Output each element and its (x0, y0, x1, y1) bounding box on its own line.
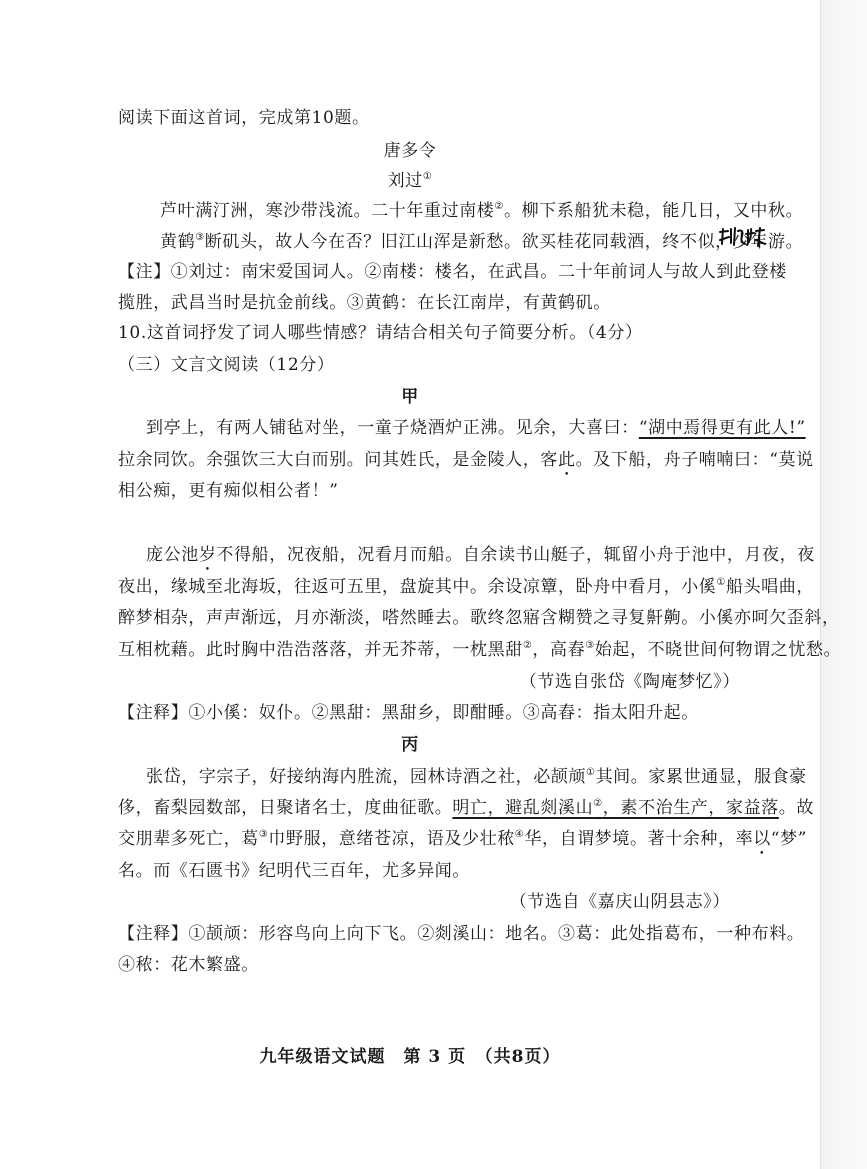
passage-bing-notes-2: ④秾：花木繁盛。 (118, 955, 259, 975)
poem-title: 唐多令 (383, 141, 437, 161)
passage-jia-line-1: 到亭上，有两人铺毡对坐，一童子烧酒炉正沸。见余，大喜曰：“湖中焉得更有此人!” (146, 418, 806, 438)
poem-author: 刘过① (387, 171, 433, 191)
passage-yi-line-4: 互相枕藉。此时胸中浩浩落落，并无芥蒂，一枕黑甜②，高舂③始起，不晓世间何物谓之忧愁。 (118, 640, 842, 660)
page-footer: 九年级语文试题 第 3 页 （共8页） (259, 1047, 561, 1067)
page-edge-shadow (820, 0, 867, 1169)
passage-bing-line-3: 交朋辈多死亡，葛③巾野服，意绪苍凉，语及少壮秾④华，自谓梦境。著十余种，率以“梦” (118, 829, 807, 849)
reading-instruction: 阅读下面这首词，完成第10题。 (118, 108, 370, 128)
poem-note-2: 揽胜，武昌当时是抗金前线。③黄鹤：在长江南岸，有黄鹤矶。 (118, 293, 611, 313)
passage-bing-line-1: 张岱，字宗子，好接纳海内胜流，园林诗酒之社，必颉颃①其间。家累世通显，服食豪 (146, 767, 807, 787)
passage-jia-heading: 甲 (401, 387, 419, 407)
poem-line-2: 黄鹤③断矶头，故人今在否？旧江山浑是新愁。欲买桂花同载酒，终不似，少年游。 (160, 232, 804, 252)
passage-yi-line-3: 醉梦相杂，声声渐远，月亦渐淡，嗒然睡去。歌终忽寤含糊赞之寻复鼾齁。小傒亦呵欠歪斜， (118, 608, 840, 628)
poem-line-1: 芦叶满汀洲，寒沙带浅流。二十年重过南楼②。柳下系船犹未稳，能几日，又中秋。 (160, 201, 804, 221)
section-3-heading: （三）文言文阅读（12分） (118, 355, 335, 375)
passage-bing-line-4: 名。而《石匮书》纪明代三百年，尤多异闻。 (118, 861, 470, 881)
passage-bing-line-2: 侈，畜梨园数部，日聚诸名士，度曲征歌。明亡，避乱剡溪山②，素不治生产，家益落。故 (118, 798, 814, 818)
passage-yi-line-1: 庞公池岁不得船，况夜船，况看月而船。自余读书山艇子，辄留小舟于池中，月夜，夜 (146, 545, 815, 565)
handwritten-signature (718, 226, 766, 248)
question-10: 10.这首词抒发了词人哪些情感？请结合相关句子简要分析。（4分） (118, 323, 643, 343)
passage-yi-notes: 【注释】①小傒：奴仆。②黑甜：黑甜乡，即酣睡。③高舂：指太阳升起。 (118, 703, 699, 723)
passage-bing-heading: 丙 (401, 735, 419, 755)
passage-jia-line-3: 相公痴，更有痴似相公者！” (118, 481, 339, 501)
passage-jia-line-2: 拉余同饮。余强饮三大白而别。问其姓氏，是金陵人，客此。及下船，舟子喃喃曰：“莫说 (118, 450, 814, 470)
passage-bing-notes-1: 【注释】①颉颃：形容鸟向上向下飞。②剡溪山：地名。③葛：此处指葛布，一种布料。 (118, 924, 805, 944)
passage-bing-source: （节选自《嘉庆山阴县志》） (509, 892, 730, 912)
poem-note-1: 【注】①刘过：南宋爱国词人。②南楼：楼名，在武昌。二十年前词人与故人到此登楼 (118, 262, 787, 282)
passage-yi-line-2: 夜出，缘城至北海坂，往返可五里，盘旋其中。余设凉簟，卧舟中看月，小傒①船头唱曲， (118, 577, 814, 597)
passage-yi-source: （节选自张岱《陶庵梦忆》） (519, 672, 740, 692)
